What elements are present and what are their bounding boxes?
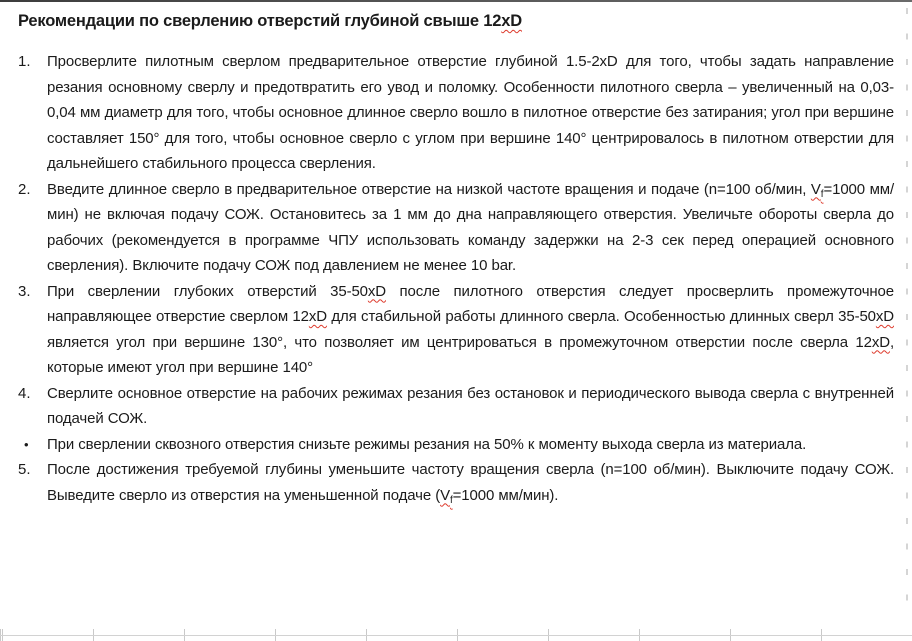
misspelled-term: f: [820, 188, 824, 200]
list-item-text[interactable]: [47, 49, 894, 177]
recommendations-list: [18, 49, 894, 508]
misspelled-term: V: [810, 180, 821, 198]
list-item-marker: 1.: [18, 53, 31, 70]
list-item[interactable]: [18, 49, 894, 177]
window-top-edge: [0, 0, 912, 2]
text-segment: Введите длинное сверло в предварительное отверстие на низкой частоте вращения и подаче (n=100 об/мин,: [47, 180, 811, 198]
list-item[interactable]: [18, 432, 894, 458]
list-item-text[interactable]: [47, 432, 894, 458]
text-segment: При сверлении сквозного отверстия снизьте режимы резания на 50% к моменту выхода сверла из материала.: [47, 435, 807, 453]
text-segment: Просверлите пилотным сверлом предварительное отверстие глубиной 1.5-2xD для того, чтобы задать направление резания основному сверлу и предотвратить его увод и поломку. Особенности пилотного сверла – увеличенный на 0,03-0,04 мм диаметр для того, чтобы основное длинное сверло вошло в пилотное отверстие без затирания; угол при вершине составляет 150° для того, чтобы основное сверло с углом при вершине 140° центрировалось в пилотном отверстии для дальнейшего стабильного процесса сверления.: [47, 53, 894, 172]
text-segment: При сверлении глубоких отверстий 35-50: [47, 282, 368, 300]
list-item-bullet-marker: •: [24, 436, 29, 452]
document-title[interactable]: [18, 10, 882, 32]
table-grid-bottom-edge: [0, 629, 912, 641]
misspelled-term: xD: [871, 333, 890, 351]
text-segment: После достижения требуемой глубины уменьшите частоту вращения сверла (n=100 об/мин). Выключите подачу СОЖ. Выведите сверло из отверстия на уменьшенной подаче (: [47, 461, 894, 504]
list-item[interactable]: [18, 279, 894, 381]
list-item[interactable]: [18, 177, 894, 279]
list-item[interactable]: [18, 457, 894, 508]
misspelled-term: f: [449, 494, 453, 506]
list-item-text[interactable]: [47, 381, 894, 432]
list-item-marker: 5.: [18, 461, 31, 478]
list-item-marker: 2.: [18, 180, 31, 198]
text-segment: является угол при вершине 130°, что позволяет им центрироваться в промежуточном отверстии после сверла 12: [47, 333, 872, 351]
misspelled-term: xD: [501, 12, 522, 30]
list-item-marker: 4.: [18, 384, 31, 402]
text-segment: Сверлите основное отверстие на рабочих режимах резания без остановок и периодического вывода сверла с внутренней подачей СОЖ.: [47, 384, 894, 427]
misspelled-term: xD: [308, 308, 327, 325]
misspelled-term: xD: [367, 282, 386, 300]
page-right-edge-marks: [906, 8, 908, 615]
text-segment: после пилотного отверстия следует просверлить промежуточное направляющее отверстие сверлом 12: [47, 282, 894, 325]
list-item-text[interactable]: [47, 279, 894, 381]
text-segment: =1000 мм/мин) не включая подачу СОЖ. Остановитесь за 1 мм до дна направляющего отверстия. Увеличьте обороты сверла до рабочих (рекомендуется в программе ЧПУ использовать команду задержки на 2-3 сек перед операцией основного сверления). Включите подачу СОЖ под давлением не менее 10 bar.: [47, 180, 894, 274]
list-item-marker: 3.: [18, 282, 31, 300]
misspelled-term: xD: [875, 308, 894, 325]
text-segment: =1000 мм/мин).: [452, 486, 559, 504]
list-item-text[interactable]: [47, 177, 894, 279]
list-item[interactable]: [18, 381, 894, 432]
text-segment: Рекомендации по сверлению отверстий глубиной свыше 12: [18, 12, 502, 30]
text-segment: , которые имеют угол при вершине 140°: [47, 333, 894, 376]
misspelled-term: V: [440, 486, 450, 504]
list-item-text[interactable]: [47, 457, 894, 508]
text-segment: для стабильной работы длинного сверла. Особенностью длинных сверл 35-50: [326, 308, 876, 325]
